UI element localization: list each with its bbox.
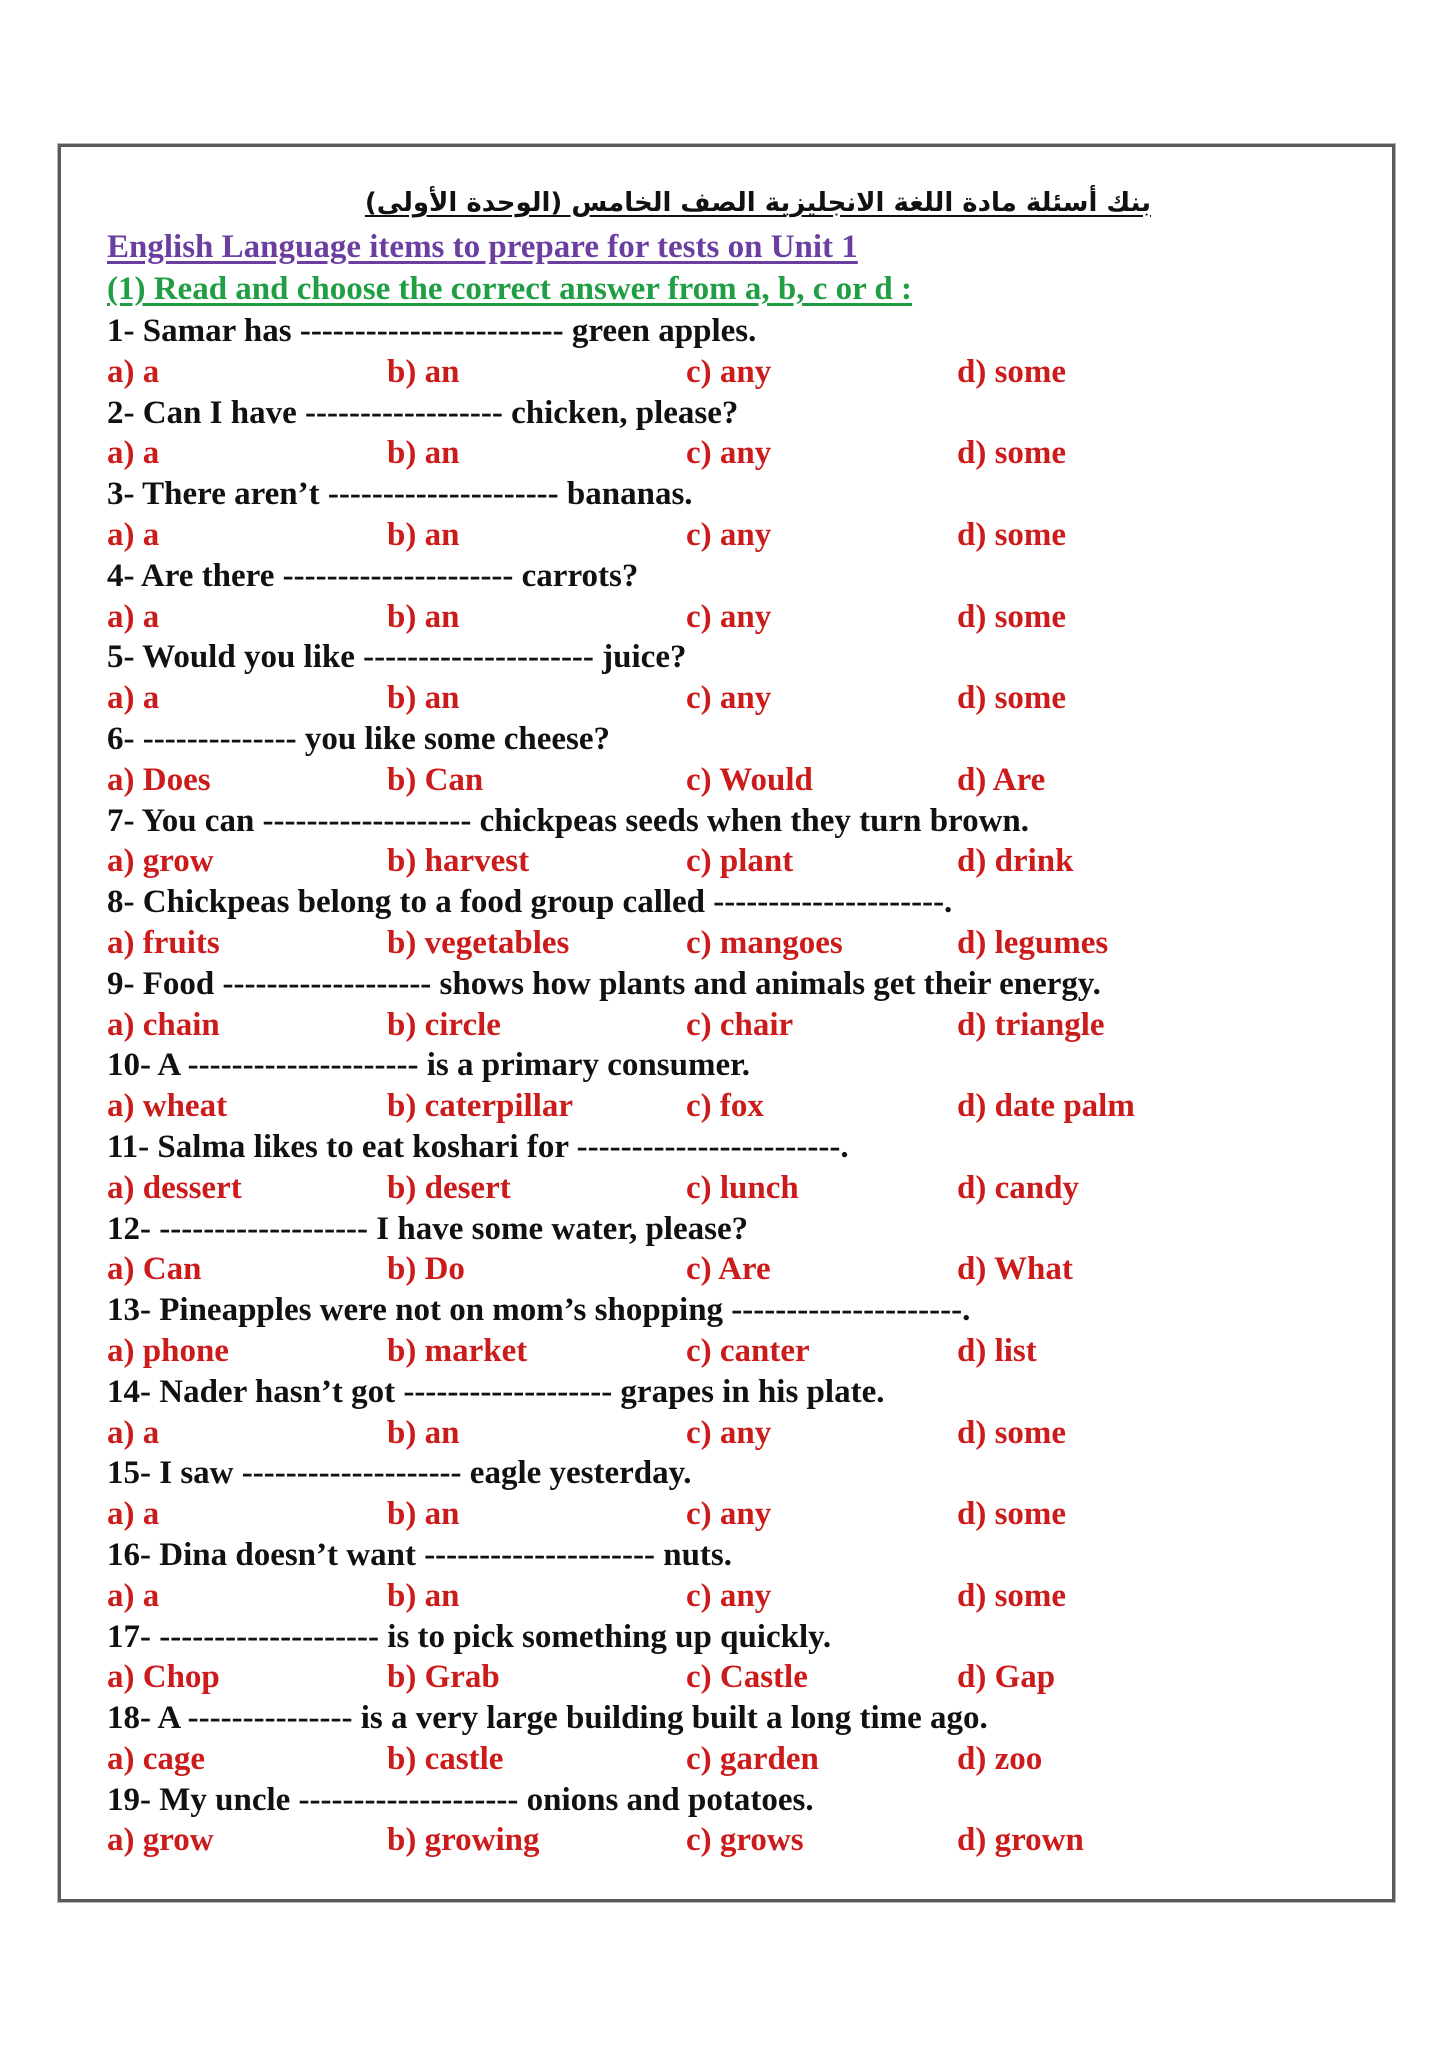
option-17-d: d) Gap [957, 1659, 1056, 1696]
option-14-a: a) a [107, 1414, 160, 1451]
option-1-a: a) a [107, 353, 160, 390]
option-16-d: d) some [957, 1577, 1067, 1614]
option-18-d: d) zoo [957, 1740, 1043, 1777]
option-1-b: b) an [387, 353, 460, 390]
option-4-d: d) some [957, 598, 1067, 635]
options-row-16 [107, 1576, 1367, 1617]
option-10-a: a) wheat [107, 1088, 228, 1125]
option-12-a: a) Can [107, 1251, 202, 1288]
option-13-b: b) market [387, 1332, 528, 1369]
option-17-a: a) Chop [107, 1659, 220, 1696]
option-11-c: c) lunch [686, 1169, 799, 1206]
option-2-d: d) some [957, 435, 1067, 472]
option-5-d: d) some [957, 680, 1067, 717]
option-18-b: b) castle [387, 1740, 504, 1777]
worksheet-heading: English Language items to prepare for tests on Unit 1 [107, 229, 858, 265]
option-15-d: d) some [957, 1496, 1067, 1533]
option-9-c: c) chair [686, 1006, 794, 1043]
option-17-b: b) Grab [387, 1659, 500, 1696]
question-1: 1- Samar has ------------------------ green apples. [107, 313, 757, 349]
question-2: 2- Can I have ------------------ chicken, please? [107, 394, 739, 431]
option-4-b: b) an [387, 598, 460, 635]
option-7-a: a) grow [107, 843, 214, 880]
question-15: 15- I saw -------------------- eagle yesterday. [107, 1455, 692, 1492]
option-17-c: c) Castle [686, 1659, 808, 1696]
options-row-11 [107, 1168, 1367, 1209]
option-15-b: b) an [387, 1496, 460, 1533]
option-12-d: d) What [957, 1251, 1073, 1288]
options-row-6 [107, 760, 1367, 801]
options-row-10 [107, 1086, 1367, 1127]
option-2-b: b) an [387, 435, 460, 472]
question-list [107, 311, 1367, 1861]
question-19: 19- My uncle -------------------- onions and potatoes. [107, 1781, 814, 1818]
options-row-17 [107, 1657, 1367, 1698]
option-5-c: c) any [686, 680, 772, 717]
option-1-c: c) any [686, 353, 772, 390]
question-3: 3- There aren’t --------------------- bananas. [107, 476, 693, 513]
question-16: 16- Dina doesn’t want --------------------- nuts. [107, 1536, 733, 1573]
options-row-1 [107, 352, 1367, 393]
options-row-9 [107, 1005, 1367, 1046]
question-18: 18- A --------------- is a very large building built a long time ago. [107, 1700, 988, 1737]
option-7-d: d) drink [957, 843, 1074, 880]
option-13-d: d) list [957, 1332, 1037, 1369]
option-1-d: d) some [957, 353, 1067, 390]
option-16-a: a) a [107, 1577, 160, 1614]
options-row-2 [107, 433, 1367, 474]
option-6-d: d) Are [957, 761, 1046, 798]
question-11: 11- Salma likes to eat koshari for ------------------------. [107, 1128, 849, 1165]
option-10-c: c) fox [686, 1088, 764, 1125]
question-4: 4- Are there --------------------- carrots? [107, 557, 639, 594]
option-10-d: d) date palm [957, 1088, 1135, 1125]
question-17: 17- -------------------- is to pick something up quickly. [107, 1618, 832, 1655]
option-4-c: c) any [686, 598, 772, 635]
option-16-c: c) any [686, 1577, 772, 1614]
option-11-d: d) candy [957, 1169, 1079, 1206]
options-row-4 [107, 597, 1367, 638]
options-row-19 [107, 1820, 1367, 1861]
option-5-b: b) an [387, 680, 460, 717]
option-6-a: a) Does [107, 761, 211, 798]
options-row-5 [107, 678, 1367, 719]
option-9-a: a) chain [107, 1006, 220, 1043]
question-6: 6- -------------- you like some cheese? [107, 720, 611, 757]
options-row-7 [107, 841, 1367, 882]
option-8-b: b) vegetables [387, 924, 570, 961]
option-3-b: b) an [387, 516, 460, 553]
question-7: 7- You can ------------------- chickpeas seeds when they turn brown. [107, 802, 1030, 839]
option-3-c: c) any [686, 516, 772, 553]
option-14-c: c) any [686, 1414, 772, 1451]
option-9-b: b) circle [387, 1006, 501, 1043]
option-11-b: b) desert [387, 1169, 511, 1206]
option-5-a: a) a [107, 680, 160, 717]
option-10-b: b) caterpillar [387, 1088, 574, 1125]
option-8-d: d) legumes [957, 924, 1109, 961]
option-9-d: d) triangle [957, 1006, 1105, 1043]
option-6-b: b) Can [387, 761, 484, 798]
options-row-18 [107, 1739, 1367, 1780]
option-2-a: a) a [107, 435, 160, 472]
question-12: 12- ------------------- I have some water, please? [107, 1210, 749, 1247]
question-10: 10- A --------------------- is a primary consumer. [107, 1047, 750, 1084]
option-19-b: b) growing [387, 1822, 540, 1859]
question-14: 14- Nader hasn’t got ------------------- grapes in his plate. [107, 1373, 885, 1410]
option-18-a: a) cage [107, 1740, 206, 1777]
question-8: 8- Chickpeas belong to a food group called ---------------------. [107, 884, 953, 921]
section-instruction: (1) Read and choose the correct answer from a, b, c or d : [107, 271, 913, 307]
option-2-c: c) any [686, 435, 772, 472]
options-row-15 [107, 1494, 1367, 1535]
option-18-c: c) garden [686, 1740, 819, 1777]
option-7-c: c) plant [686, 843, 794, 880]
options-row-8 [107, 923, 1367, 964]
option-14-b: b) an [387, 1414, 460, 1451]
question-9: 9- Food ------------------- shows how plants and animals get their energy. [107, 965, 1101, 1002]
option-3-a: a) a [107, 516, 160, 553]
option-4-a: a) a [107, 598, 160, 635]
option-13-c: c) canter [686, 1332, 810, 1369]
option-19-a: a) grow [107, 1822, 214, 1859]
option-8-c: c) mangoes [686, 924, 843, 961]
option-13-a: a) phone [107, 1332, 229, 1369]
option-11-a: a) dessert [107, 1169, 242, 1206]
question-5: 5- Would you like --------------------- juice? [107, 639, 687, 676]
option-15-c: c) any [686, 1496, 772, 1533]
option-3-d: d) some [957, 516, 1067, 553]
options-row-3 [107, 515, 1367, 556]
option-16-b: b) an [387, 1577, 460, 1614]
option-14-d: d) some [957, 1414, 1067, 1451]
options-row-14 [107, 1413, 1367, 1454]
options-row-12 [107, 1249, 1367, 1290]
option-8-a: a) fruits [107, 924, 220, 961]
option-12-c: c) Are [686, 1251, 771, 1288]
option-15-a: a) a [107, 1496, 160, 1533]
question-13: 13- Pineapples were not on mom’s shopping ---------------------. [107, 1292, 971, 1329]
option-19-d: d) grown [957, 1822, 1084, 1859]
option-19-c: c) grows [686, 1822, 804, 1859]
option-6-c: c) Would [686, 761, 813, 798]
option-12-b: b) Do [387, 1251, 465, 1288]
options-row-13 [107, 1331, 1367, 1372]
arabic-title: بنك أسئلة مادة اللغة الانجليزية الصف الخامس (الوحدة الأولى) [364, 188, 1151, 218]
option-7-b: b) harvest [387, 843, 530, 880]
